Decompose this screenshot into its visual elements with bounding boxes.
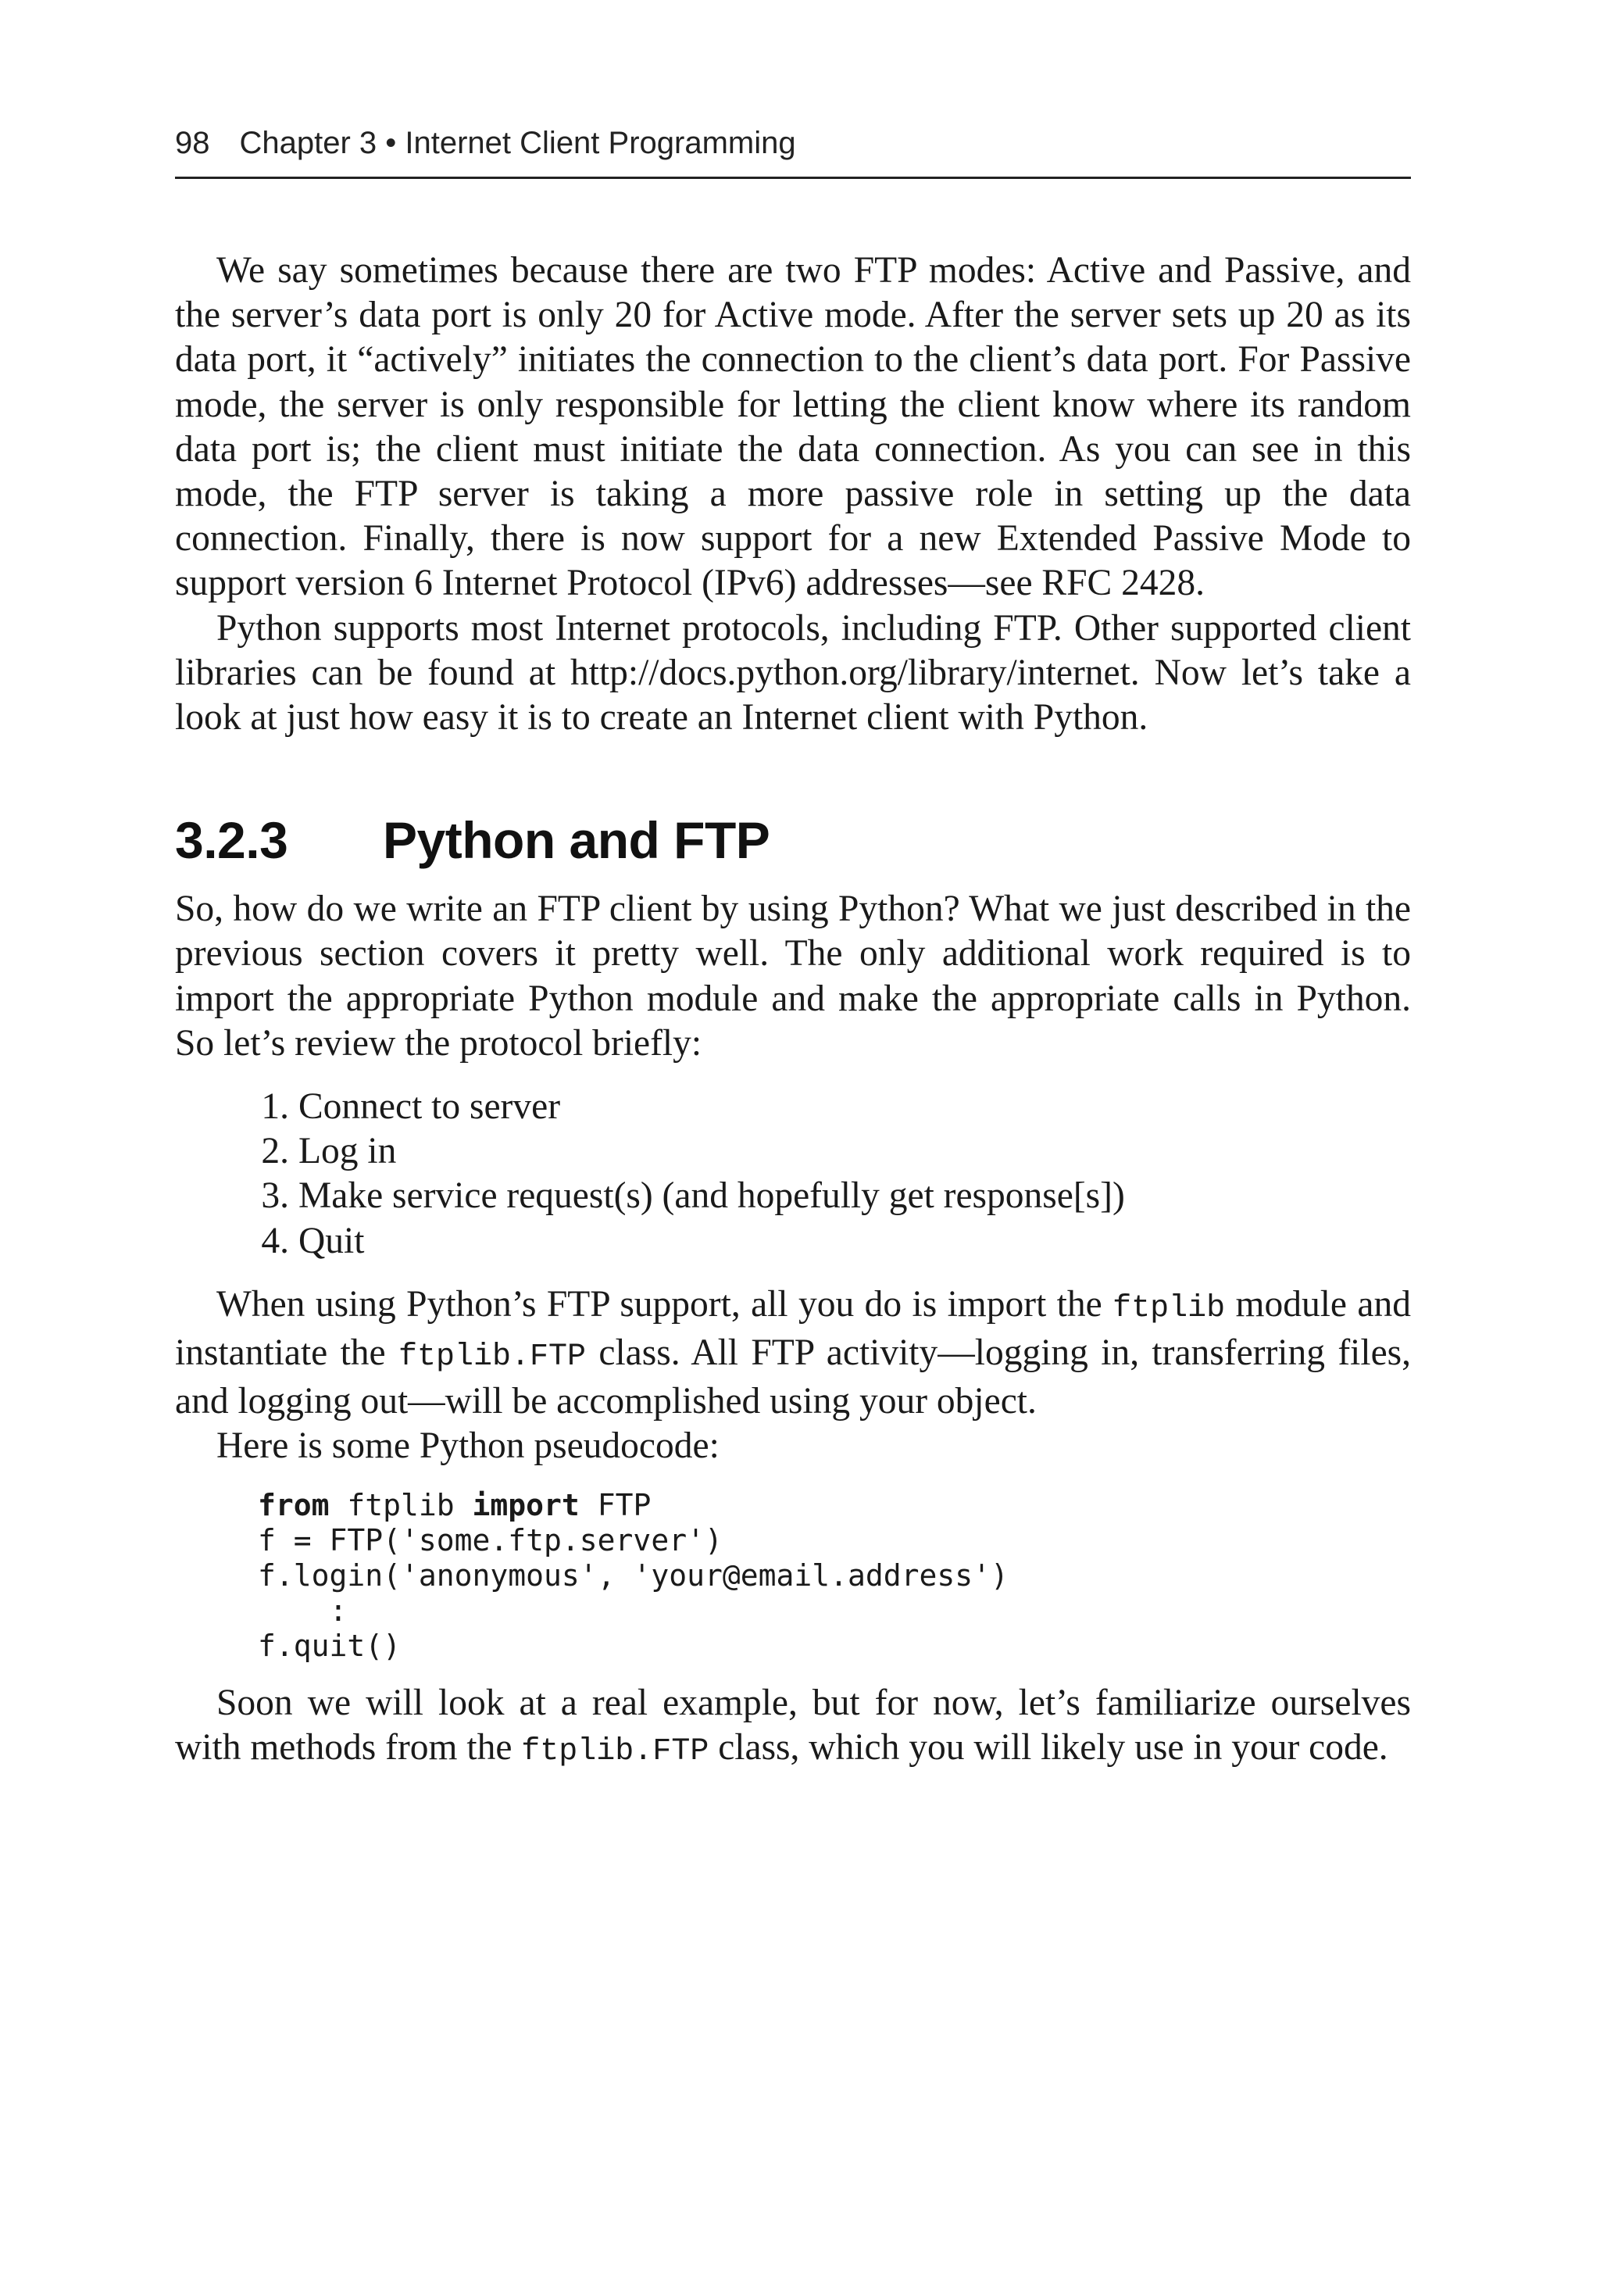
page-number: 98 [175, 126, 210, 160]
running-header [175, 123, 1411, 163]
inline-code-ftplib-ftp: ftplib.FTP [521, 1733, 709, 1769]
paragraph-closing: Soon we will look at a real example, but for now, let’s familiarize ourselves with methods from the ftplib.FTP class, which you will likely use in your code. [175, 1682, 1411, 1769]
paragraph-ftplib-usage: When using Python’s FTP support, all you do is import the ftplib module and instantiate the ftplib.FTP class. All FTP activity—logging in, transferring files, and logging out—will be accomplished using your object. [175, 1283, 1412, 1422]
paragraph-python-protocols: Python supports most Internet protocols, including FTP. Other supported client libraries can be found at http://docs.python.org/library/internet. Now let’s take a look at just how easy it is to create an Internet client with Python. [175, 607, 1411, 739]
paragraph-section-intro: So, how do we write an FTP client by using Python? What we just described in the previous section covers it pretty well. The only additional work required is to import the appropriate Python module and make the appropriate calls in Python. So let’s review the protocol briefly: [175, 889, 1411, 1064]
inline-code-ftplib-ftp: ftplib.FTP [398, 1339, 587, 1375]
running-title: Chapter 3 • Internet Client Programming [239, 126, 796, 160]
section-title: Python and FTP [383, 811, 770, 870]
code-line: f.login('anonymous', 'your@email.address') [258, 1557, 1009, 1593]
code-line: : [258, 1593, 348, 1628]
body-text [175, 249, 1411, 1774]
code-line: f.quit() [258, 1628, 402, 1663]
list-item: 3. Make service request(s) (and hopefully get response[s]) [261, 1175, 1125, 1217]
inline-code-ftplib: ftplib [1112, 1290, 1226, 1326]
list-item: 4. Quit [261, 1220, 365, 1261]
code-block: from ftplib import FTP f = FTP('some.ftp.server') f.login('anonymous', 'your@email.address') : f.quit() [258, 1487, 1009, 1663]
paragraph-ftp-modes: We say sometimes because there are two FTP modes: Active and Passive, and the server’s data port is only 20 for Active mode. After the server sets up 20 as its data port, it “actively” initiates the connection to the client’s data port. For Passive mode, the server is only responsible for letting the client know where its random data port is; the client must initiate the data connection. As you can see in this mode, the FTP server is taking a more passive role in setting up the data connection. Finally, there is now support for a new Extended Passive Mode to support version 6 Internet Protocol (IPv6) addresses—see RFC 2428. [175, 250, 1411, 604]
section-heading [175, 809, 1411, 871]
code-line: f = FTP('some.ftp.server') [258, 1522, 723, 1557]
list-item: 1. Connect to server [261, 1086, 561, 1128]
paragraph-pseudocode-intro: Here is some Python pseudocode: [216, 1425, 720, 1467]
list-item: 2. Log in [261, 1131, 397, 1172]
protocol-steps-list [175, 1085, 1411, 1264]
header-rule [175, 177, 1411, 179]
section-number: 3.2.3 [175, 811, 288, 870]
